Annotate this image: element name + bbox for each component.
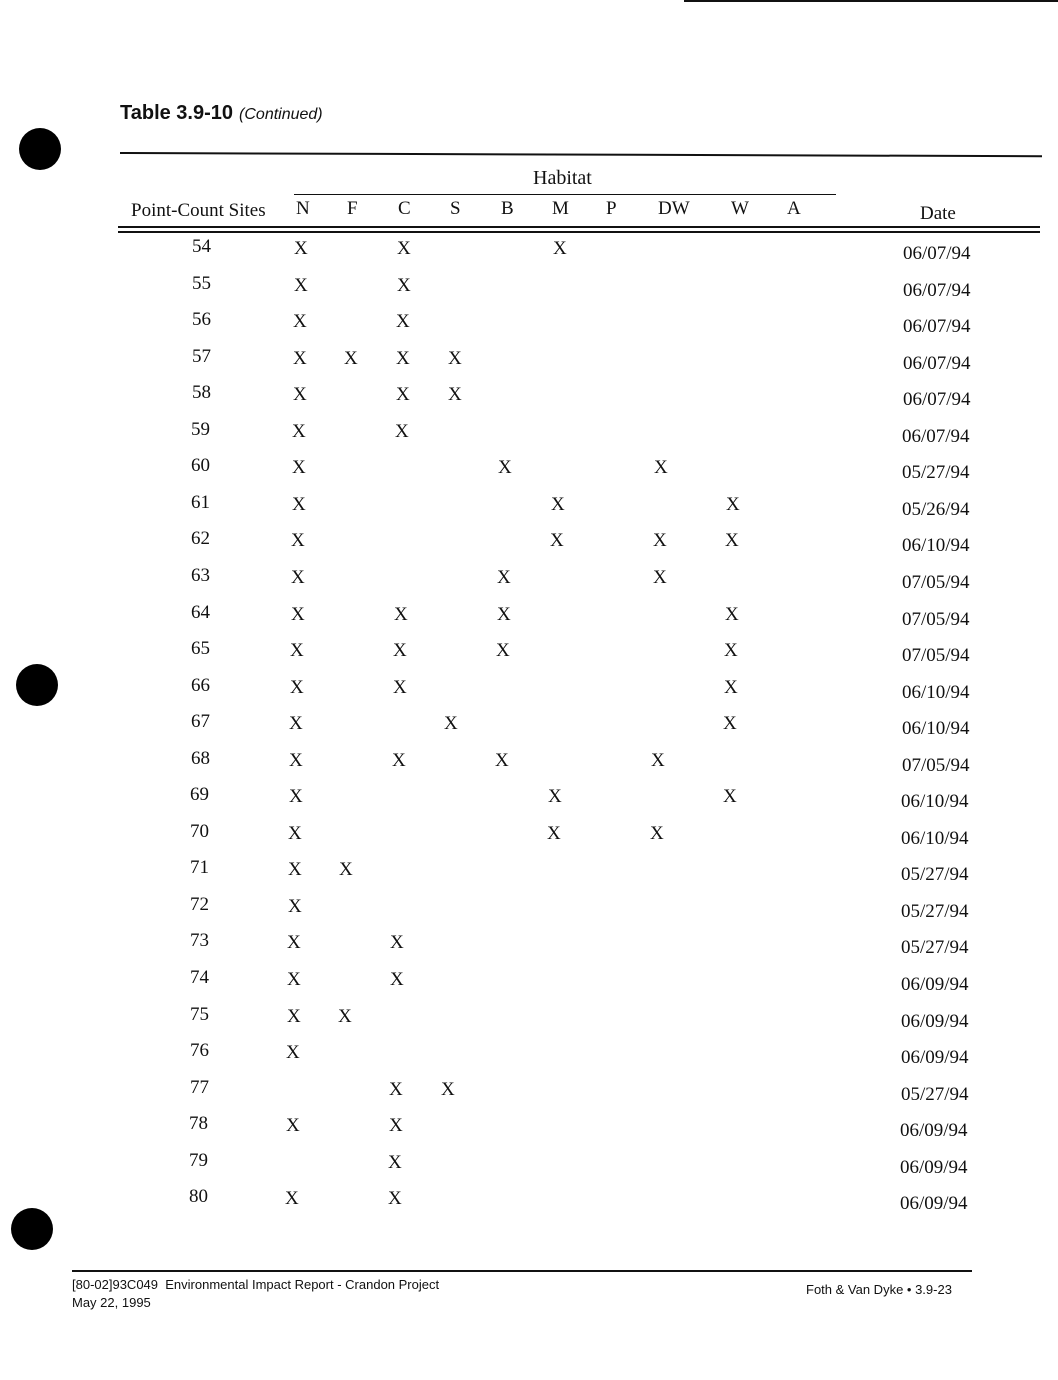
cell-dw-mark: X bbox=[654, 457, 668, 478]
cell-site: 76 bbox=[190, 1040, 209, 1061]
cell-site: 79 bbox=[189, 1150, 208, 1171]
cell-site: 59 bbox=[191, 419, 210, 440]
table-row bbox=[0, 236, 1058, 266]
header-double-rule-lower bbox=[118, 231, 1040, 233]
table-row bbox=[0, 492, 1058, 522]
cell-n-mark: X bbox=[290, 640, 304, 661]
cell-site: 70 bbox=[190, 821, 209, 842]
cell-site: 71 bbox=[190, 857, 209, 878]
cell-site: 66 bbox=[191, 675, 210, 696]
header-col-s: S bbox=[450, 198, 461, 219]
cell-date: 05/27/94 bbox=[901, 901, 969, 922]
cell-date: 07/05/94 bbox=[902, 609, 970, 630]
table-row bbox=[0, 382, 1058, 412]
cell-b-mark: X bbox=[495, 750, 509, 771]
cell-date: 06/09/94 bbox=[901, 1011, 969, 1032]
table-row bbox=[0, 455, 1058, 485]
table-row bbox=[0, 784, 1058, 814]
cell-site: 73 bbox=[190, 930, 209, 951]
footer-rule bbox=[72, 1270, 972, 1272]
cell-site: 68 bbox=[191, 748, 210, 769]
cell-b-mark: X bbox=[497, 567, 511, 588]
cell-c-mark: X bbox=[392, 750, 406, 771]
cell-site: 72 bbox=[190, 894, 209, 915]
cell-c-mark: X bbox=[397, 275, 411, 296]
table-top-rule bbox=[120, 152, 1042, 157]
table-row bbox=[0, 675, 1058, 705]
cell-c-mark: X bbox=[397, 238, 411, 259]
cell-w-mark: X bbox=[725, 604, 739, 625]
table-row bbox=[0, 967, 1058, 997]
table-row bbox=[0, 346, 1058, 376]
cell-date: 06/09/94 bbox=[900, 1157, 968, 1178]
cell-date: 06/07/94 bbox=[903, 353, 971, 374]
table-row bbox=[0, 894, 1058, 924]
cell-n-mark: X bbox=[289, 713, 303, 734]
cell-date: 07/05/94 bbox=[902, 645, 970, 666]
cell-date: 07/05/94 bbox=[902, 572, 970, 593]
cell-date: 05/26/94 bbox=[902, 499, 970, 520]
cell-date: 05/27/94 bbox=[901, 937, 969, 958]
cell-c-mark: X bbox=[388, 1188, 402, 1209]
cell-n-mark: X bbox=[293, 348, 307, 369]
cell-c-mark: X bbox=[395, 421, 409, 442]
header-col-dw: DW bbox=[658, 198, 690, 219]
habitat-group-header: Habitat bbox=[533, 167, 592, 189]
cell-date: 06/07/94 bbox=[902, 426, 970, 447]
page-top-edge-rule bbox=[684, 0, 1058, 2]
cell-site: 80 bbox=[189, 1186, 208, 1207]
cell-s-mark: X bbox=[448, 384, 462, 405]
cell-w-mark: X bbox=[726, 494, 740, 515]
cell-site: 54 bbox=[192, 236, 211, 257]
cell-site: 61 bbox=[191, 492, 210, 513]
table-row bbox=[0, 602, 1058, 632]
table-row bbox=[0, 748, 1058, 778]
cell-n-mark: X bbox=[289, 786, 303, 807]
cell-c-mark: X bbox=[388, 1152, 402, 1173]
header-col-c: C bbox=[398, 198, 411, 219]
cell-date: 06/09/94 bbox=[900, 1120, 968, 1141]
table-row bbox=[0, 309, 1058, 339]
table-row bbox=[0, 857, 1058, 887]
cell-c-mark: X bbox=[389, 1079, 403, 1100]
cell-n-mark: X bbox=[286, 1115, 300, 1136]
table-row bbox=[0, 930, 1058, 960]
cell-b-mark: X bbox=[498, 457, 512, 478]
table-row bbox=[0, 1150, 1058, 1180]
cell-m-mark: X bbox=[551, 494, 565, 515]
habitat-span-rule bbox=[294, 194, 836, 195]
table-row bbox=[0, 1040, 1058, 1070]
cell-n-mark: X bbox=[291, 567, 305, 588]
cell-site: 65 bbox=[191, 638, 210, 659]
cell-c-mark: X bbox=[389, 1115, 403, 1136]
cell-date: 06/10/94 bbox=[902, 718, 970, 739]
cell-m-mark: X bbox=[553, 238, 567, 259]
table-row bbox=[0, 528, 1058, 558]
cell-n-mark: X bbox=[293, 384, 307, 405]
cell-dw-mark: X bbox=[653, 567, 667, 588]
cell-n-mark: X bbox=[287, 1006, 301, 1027]
cell-s-mark: X bbox=[444, 713, 458, 734]
footer-date: May 22, 1995 bbox=[72, 1295, 151, 1310]
cell-n-mark: X bbox=[288, 859, 302, 880]
cell-date: 06/09/94 bbox=[901, 1047, 969, 1068]
table-title-continued: (Continued) bbox=[239, 106, 323, 123]
table-row bbox=[0, 273, 1058, 303]
header-col-b: B bbox=[501, 198, 514, 219]
cell-n-mark: X bbox=[289, 750, 303, 771]
cell-date: 05/27/94 bbox=[902, 462, 970, 483]
cell-w-mark: X bbox=[723, 786, 737, 807]
table-row bbox=[0, 565, 1058, 595]
cell-n-mark: X bbox=[292, 421, 306, 442]
header-col-w: W bbox=[731, 198, 749, 219]
cell-date: 06/07/94 bbox=[903, 243, 971, 264]
table-row bbox=[0, 821, 1058, 851]
cell-site: 67 bbox=[191, 711, 210, 732]
cell-date: 05/27/94 bbox=[901, 864, 969, 885]
cell-b-mark: X bbox=[497, 604, 511, 625]
header-col-f: F bbox=[347, 198, 358, 219]
cell-date: 06/10/94 bbox=[902, 535, 970, 556]
header-date: Date bbox=[920, 203, 956, 224]
footer-left bbox=[72, 1276, 439, 1312]
table-row bbox=[0, 1113, 1058, 1143]
cell-dw-mark: X bbox=[651, 750, 665, 771]
footer-doc-id: [80-02]93C049 bbox=[72, 1277, 159, 1292]
cell-s-mark: X bbox=[441, 1079, 455, 1100]
cell-w-mark: X bbox=[724, 677, 738, 698]
cell-c-mark: X bbox=[396, 384, 410, 405]
cell-site: 77 bbox=[190, 1077, 209, 1098]
cell-w-mark: X bbox=[725, 530, 739, 551]
cell-b-mark: X bbox=[496, 640, 510, 661]
header-col-p: P bbox=[606, 198, 617, 219]
cell-date: 06/10/94 bbox=[901, 791, 969, 812]
cell-site: 55 bbox=[192, 273, 211, 294]
cell-w-mark: X bbox=[723, 713, 737, 734]
cell-n-mark: X bbox=[286, 1042, 300, 1063]
table-row bbox=[0, 419, 1058, 449]
binder-hole-top bbox=[19, 128, 61, 170]
header-point-count-sites: Point-Count Sites bbox=[131, 200, 266, 221]
cell-site: 69 bbox=[190, 784, 209, 805]
cell-site: 78 bbox=[189, 1113, 208, 1134]
cell-n-mark: X bbox=[293, 311, 307, 332]
cell-c-mark: X bbox=[394, 604, 408, 625]
cell-site: 64 bbox=[191, 602, 210, 623]
cell-date: 07/05/94 bbox=[902, 755, 970, 776]
cell-n-mark: X bbox=[290, 677, 304, 698]
cell-date: 06/09/94 bbox=[901, 974, 969, 995]
header-col-m: M bbox=[552, 198, 569, 219]
header-double-rule-upper bbox=[118, 226, 1040, 228]
cell-n-mark: X bbox=[287, 932, 301, 953]
cell-c-mark: X bbox=[390, 969, 404, 990]
cell-n-mark: X bbox=[292, 457, 306, 478]
cell-site: 60 bbox=[191, 455, 210, 476]
table-row bbox=[0, 1186, 1058, 1216]
table-title-number: Table 3.9-10 bbox=[120, 102, 234, 124]
cell-m-mark: X bbox=[550, 530, 564, 551]
table-row bbox=[0, 638, 1058, 668]
cell-date: 06/10/94 bbox=[901, 828, 969, 849]
cell-n-mark: X bbox=[294, 238, 308, 259]
header-col-a: A bbox=[787, 198, 801, 219]
cell-f-mark: X bbox=[338, 1006, 352, 1027]
cell-site: 58 bbox=[192, 382, 211, 403]
cell-date: 06/07/94 bbox=[903, 389, 971, 410]
cell-site: 56 bbox=[192, 309, 211, 330]
cell-n-mark: X bbox=[285, 1188, 299, 1209]
cell-n-mark: X bbox=[291, 604, 305, 625]
table-row bbox=[0, 1004, 1058, 1034]
cell-site: 62 bbox=[191, 528, 210, 549]
footer-line-1 bbox=[72, 1276, 439, 1294]
cell-n-mark: X bbox=[288, 823, 302, 844]
cell-f-mark: X bbox=[339, 859, 353, 880]
cell-n-mark: X bbox=[291, 530, 305, 551]
cell-date: 06/07/94 bbox=[903, 316, 971, 337]
footer-report-title: Environmental Impact Report - Crandon Project bbox=[165, 1277, 440, 1292]
cell-n-mark: X bbox=[287, 969, 301, 990]
cell-m-mark: X bbox=[548, 786, 562, 807]
cell-w-mark: X bbox=[724, 640, 738, 661]
cell-site: 57 bbox=[192, 346, 211, 367]
cell-n-mark: X bbox=[288, 896, 302, 917]
cell-c-mark: X bbox=[396, 311, 410, 332]
cell-s-mark: X bbox=[448, 348, 462, 369]
cell-date: 06/07/94 bbox=[903, 280, 971, 301]
cell-date: 06/10/94 bbox=[902, 682, 970, 703]
cell-f-mark: X bbox=[344, 348, 358, 369]
table-row bbox=[0, 711, 1058, 741]
footer-page-ref: Foth & Van Dyke • 3.9-23 bbox=[806, 1282, 952, 1297]
cell-c-mark: X bbox=[393, 677, 407, 698]
cell-site: 75 bbox=[190, 1004, 209, 1025]
cell-n-mark: X bbox=[294, 275, 308, 296]
cell-c-mark: X bbox=[396, 348, 410, 369]
header-col-n: N bbox=[296, 198, 310, 219]
cell-c-mark: X bbox=[390, 932, 404, 953]
cell-n-mark: X bbox=[292, 494, 306, 515]
table-title bbox=[120, 102, 323, 125]
cell-site: 74 bbox=[190, 967, 209, 988]
cell-site: 63 bbox=[191, 565, 210, 586]
cell-dw-mark: X bbox=[653, 530, 667, 551]
table-row bbox=[0, 1077, 1058, 1107]
cell-c-mark: X bbox=[393, 640, 407, 661]
cell-date: 05/27/94 bbox=[901, 1084, 969, 1105]
cell-m-mark: X bbox=[547, 823, 561, 844]
cell-date: 06/09/94 bbox=[900, 1193, 968, 1214]
cell-dw-mark: X bbox=[650, 823, 664, 844]
